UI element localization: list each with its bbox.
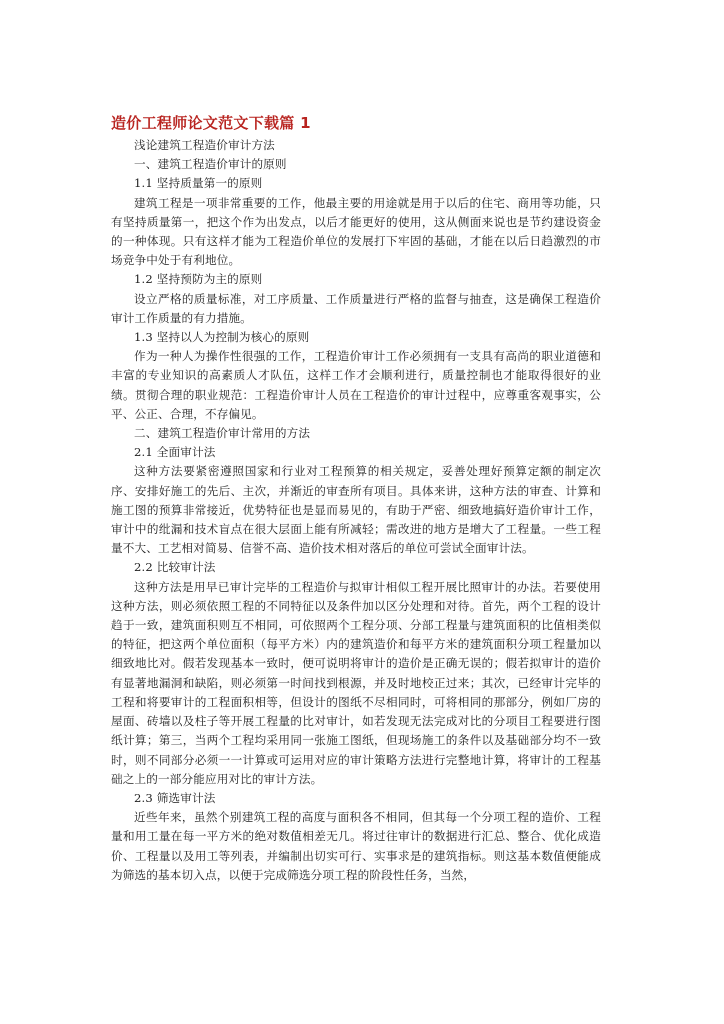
section-2-2-heading: 2.2 比较审计法	[134, 560, 216, 575]
section-2-3-heading: 2.3 筛选审计法	[134, 790, 216, 805]
section-1-2-text: 设立严格的质量标准，对工序质量、工作质量进行严格的监督与抽查，这是确保工程造价审计工作质量的有力措施。	[111, 291, 601, 325]
section-1-3-text: 作为一种人为操作性很强的工作，工程造价审计工作必须拥有一支具有高尚的职业道德和丰富的专业知识的高素质人才队伍，这样工作才会顺利进行，质量控制也才能取得很好的业绩。贯彻合理的职业规范：工程造价审计人员在工程造价的审计过程中，应尊重客观事实，公平、公正、合理，不存偏见。	[111, 349, 601, 421]
section-1-2-heading: 1.2 坚持预防为主的原则	[134, 272, 263, 287]
section-2-1-text: 这种方法要紧密遵照国家和行业对工程预算的相关规定，妥善处理好预算定额的制定次序、安排好施工的先后、主次，并渐近的审查所有项目。具体来讲，这种方法的审查、计算和施工图的预算非常接近，优势特征也是显而易见的，有助于严密、细致地搞好造价审计工作，审计中的纰漏和技术盲点在很大层面上能有所减轻；需改进的地方是增大了工程量。一些工程量不大、工艺相对简易、信誉不高、造价技术相对落后的单位可尝试全面审计法。	[111, 464, 601, 556]
section-2-3-text: 近些年来，虽然个别建筑工程的高度与面积各不相同，但其每一个分项工程的造价、工程量和用工量在每一平方米的绝对数值相差无几。将过往审计的数据进行汇总、整合、优化成造价、工程量以及用工等列表，并编制出切实可行、实事求是的建筑指标。则这基本数值便能成为筛选的基本切入点，以便于完成筛选分项工程的阶段性任务，当然，	[111, 810, 601, 882]
section-2-heading: 二、建筑工程造价审计常用的方法	[134, 426, 311, 441]
section-1-heading: 一、建筑工程造价审计的原则	[134, 157, 287, 172]
document-page	[111, 113, 601, 885]
section-2-2-text: 这种方法是用早已审计完毕的工程造价与拟审计相似工程开展比照审计的办法。若要使用这种方法，则必须依照工程的不同特征以及条件加以区分处理和对待。首先，两个工程的设计趋于一致，建筑面积则互不相同，可依照两个工程分项、分部工程量与建筑面积的比值相类似的特征，把这两个单位面积（每平方米）内的建筑造价和每平方米的建筑面积分项工程量加以细致地比对。假若发现基本一致时，便可说明将审计的造价是正确无误的；假若拟审计的造价有显著地漏洞和缺陷，则必须第一时间找到根源，并及时地校正过来；其次，已经审计完毕的工程和将要审计的工程面积相等，但设计的图纸不尽相同时，可将相同的那部分，例如厂房的屋面、砖墙以及柱子等开展工程量的比对审计，如若发现无法完成对比的分项目工程要进行图纸计算；第三，当两个工程均采用同一张施工图纸，但现场施工的条件以及基础部分均不一致时，则不同部分必须一一计算或可运用对应的审计策略方法进行完整地计算，将审计的工程基础之上的一部分能应用对比的审计方法。	[111, 579, 601, 786]
section-1-3-heading: 1.3 坚持以人为控制为核心的原则	[134, 330, 310, 345]
document-title: 造价工程师论文范文下载篇 1	[111, 114, 311, 132]
section-1-1-heading: 1.1 坚持质量第一的原则	[134, 176, 263, 191]
section-1-1-text: 建筑工程是一项非常重要的工作，他最主要的用途就是用于以后的住宅、商用等功能，只有坚持质量第一，把这个作为出发点，以后才能更好的使用，这从侧面来说也是节约建设资金的一种体现。只有这样才能为工程造价单位的发展打下牢固的基础，才能在以后日趋激烈的市场竞争中处于有利地位。	[111, 195, 601, 268]
article-subtitle: 浅论建筑工程造价审计方法	[134, 138, 275, 152]
section-2-1-heading: 2.1 全面审计法	[134, 445, 216, 460]
